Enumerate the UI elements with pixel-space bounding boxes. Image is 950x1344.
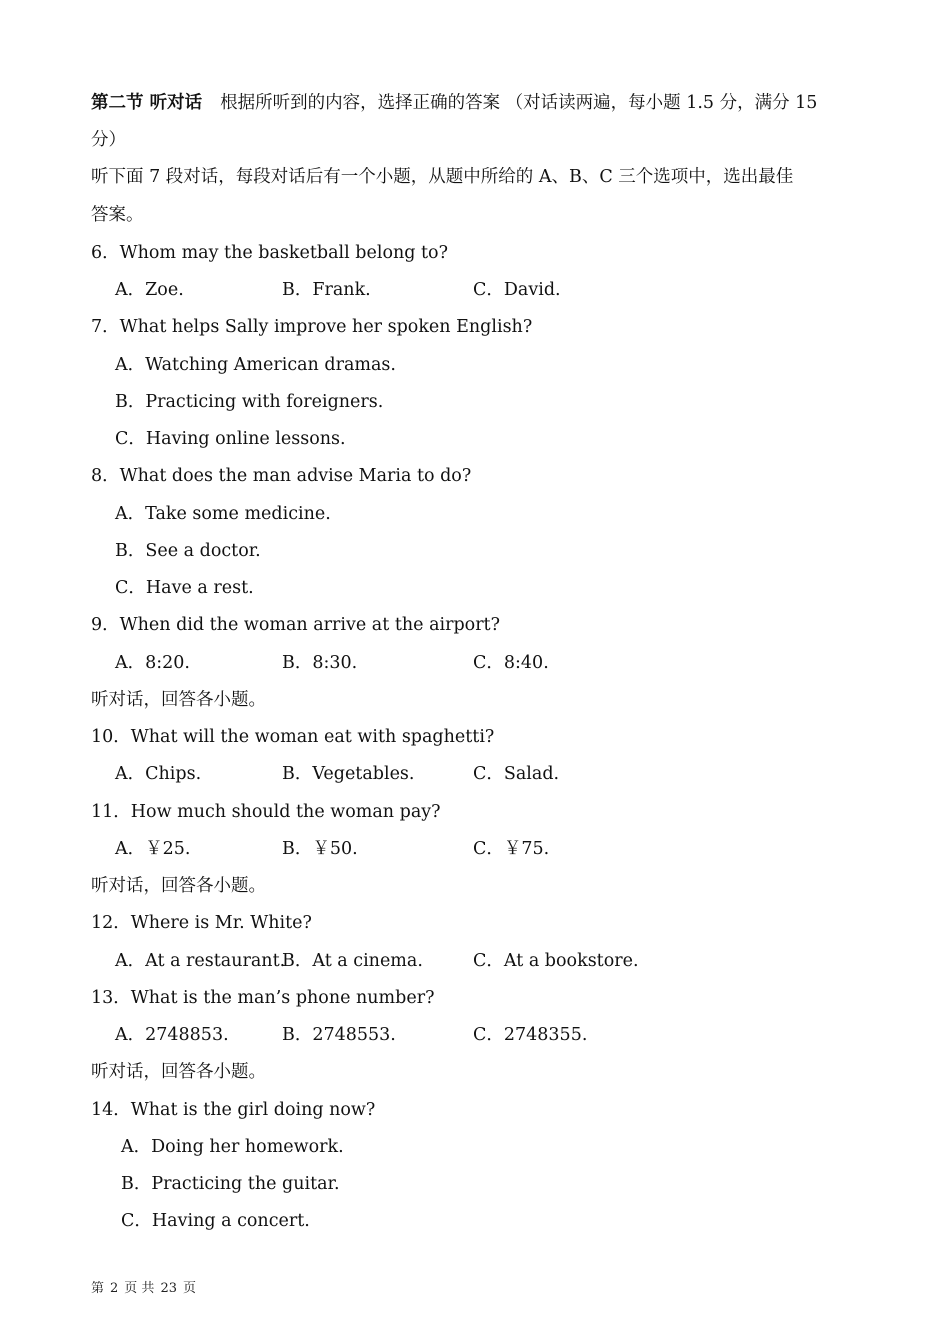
question-9-stem: 9．When did the woman arrive at the airport? [91, 615, 500, 635]
question-6-stem: 6．Whom may the basketball belong to? [91, 243, 448, 263]
section-instruction-continued: 答案。 [91, 205, 144, 225]
footer-page-prefix: 第 [91, 1281, 105, 1296]
question-8-option-a: A．Take some medicine. [115, 504, 331, 524]
page-footer [91, 1280, 202, 1298]
question-7-option-b: B．Practicing with foreigners. [115, 392, 384, 412]
question-11-option-c: C．￥75. [473, 839, 550, 859]
question-8-option-b: B．See a doctor. [115, 541, 261, 561]
question-9-option-a: A．8:20. [115, 653, 190, 673]
question-8-option-c: C．Have a rest. [115, 578, 254, 598]
question-11-stem: 11．How much should the woman pay? [91, 802, 441, 822]
question-11-option-a: A．￥25. [115, 839, 191, 859]
question-14-option-b: B．Practicing the guitar. [121, 1174, 340, 1194]
question-7-option-c: C．Having online lessons. [115, 429, 346, 449]
question-8-stem: 8．What does the man advise Maria to do? [91, 466, 472, 486]
question-9-option-c: C．8:40. [473, 653, 549, 673]
question-13-option-a: A．2748853. [115, 1025, 229, 1045]
footer-page-mid: 页 共 [124, 1281, 155, 1296]
section-instruction: 听下面 7 段对话，每段对话后有一个小题，从题中所给的 A、B、C 三个选项中，选出最佳 [91, 167, 794, 187]
question-12-option-a: A．At a restaurant. [115, 951, 286, 971]
question-6-option-a: A．Zoe. [115, 280, 184, 300]
question-10-option-a: A．Chips. [115, 764, 202, 784]
footer-page-number: 2 [110, 1281, 119, 1296]
question-11-option-b: B．￥50. [282, 839, 358, 859]
question-10-option-b: B．Vegetables. [282, 764, 415, 784]
question-13-stem: 13．What is the man’s phone number? [91, 988, 435, 1008]
question-12-stem: 12．Where is Mr. White? [91, 913, 312, 933]
question-14-stem: 14．What is the girl doing now? [91, 1100, 376, 1120]
question-13-option-b: B．2748553. [282, 1025, 396, 1045]
section-heading: 第二节 听对话 [91, 93, 203, 113]
question-12-option-c: C．At a bookstore. [473, 951, 639, 971]
question-13-option-c: C．2748355. [473, 1025, 588, 1045]
section-intro-continued: 分） [91, 130, 126, 150]
question-14-option-a: A．Doing her homework. [121, 1137, 344, 1157]
dialogue-prompt-2: 听对话，回答各小题。 [91, 876, 266, 896]
question-14-option-c: C．Having a concert. [121, 1211, 310, 1231]
question-6-option-b: B．Frank. [282, 280, 371, 300]
dialogue-prompt-3: 听对话，回答各小题。 [91, 1062, 266, 1082]
question-12-option-b: B．At a cinema. [282, 951, 423, 971]
footer-page-suffix: 页 [182, 1281, 196, 1296]
section-intro: 根据所听到的内容，选择正确的答案 （对话读两遍，每小题 1.5 分，满分 15 [220, 93, 818, 113]
question-7-option-a: A．Watching American dramas. [115, 355, 396, 375]
question-7-stem: 7．What helps Sally improve her spoken English? [91, 317, 533, 337]
question-9-option-b: B．8:30. [282, 653, 358, 673]
question-6-option-c: C．David. [473, 280, 561, 300]
dialogue-prompt-1: 听对话，回答各小题。 [91, 690, 266, 710]
question-10-stem: 10．What will the woman eat with spaghetti? [91, 727, 495, 747]
section-header [91, 91, 817, 115]
footer-total-pages: 23 [160, 1281, 177, 1296]
question-10-option-c: C．Salad. [473, 764, 560, 784]
